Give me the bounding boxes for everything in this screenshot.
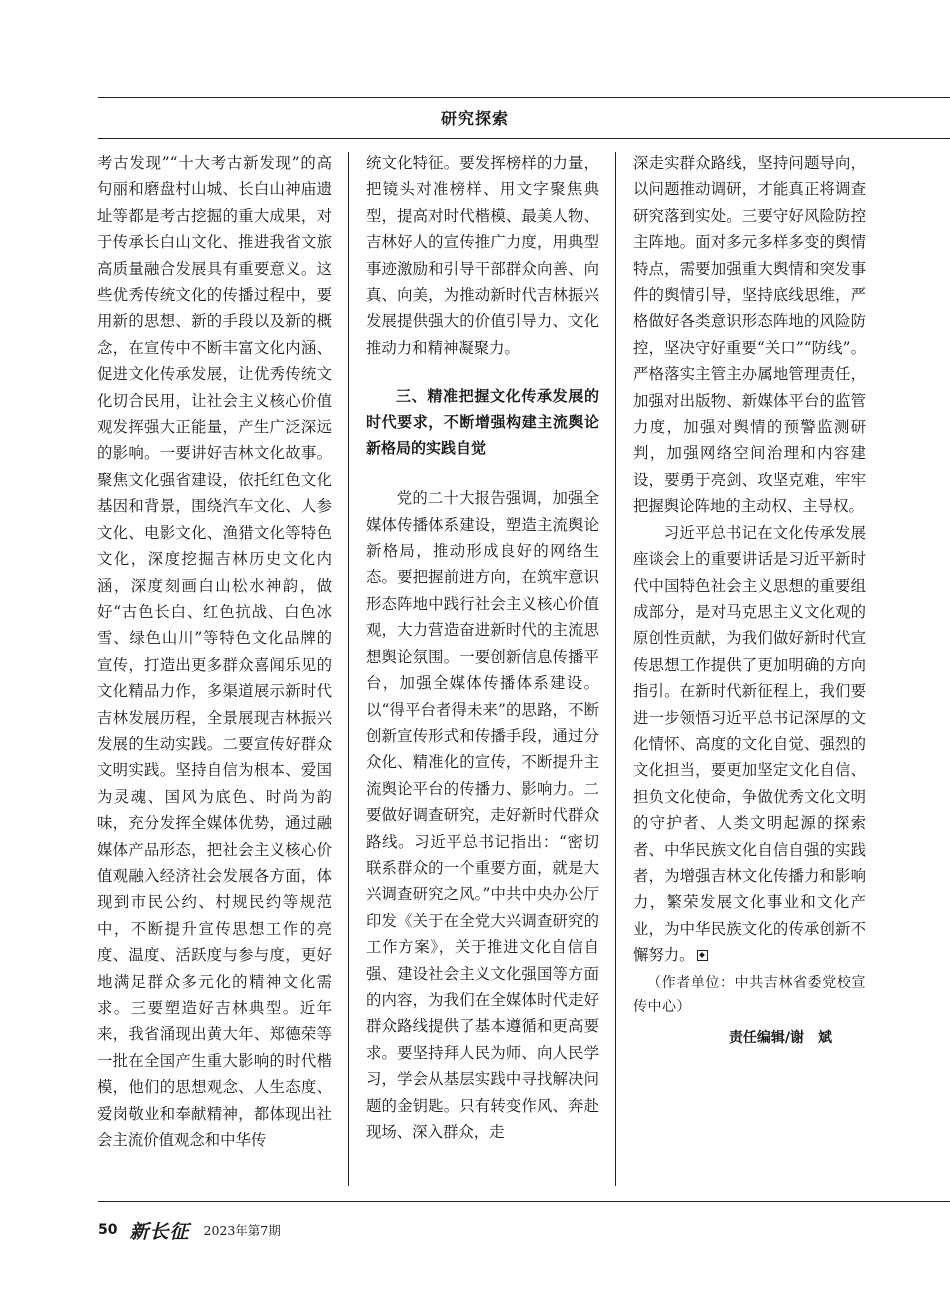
col2-paragraph-2: 党的二十大报告强调，加强全媒体传播体系建设，塑造主流舆论新格局，推动形成良好的网络生态。要把握前进方向，在筑牢意识形态阵地中践行社会主义核心价值观，大力营造奋进新时代的主流思想舆论氛围。一要创新信息传播平台，加强全媒体传播体系建设。以“得平台者得未来”的思路，不断创新宣传形式和传播手段，通过分众化、精准化的宣传，不断提升主流舆论平台的传播力、影响力。二要做好调查研究，走好新时代群众路线。习近平总书记指出：“密切联系群众的一个重要方面，就是大兴调查研究之风。”中共中央办公厅印发《关于在全党大兴调查研究的工作方案》，关于推进文化自信自强、建设社会主义文化强国等方面的内容，为我们在全媒体时代走好群众路线提供了基本遵循和更高要求。要坚持拜人民为师、向人民学习，学会从基层实践中寻找解决问题的金钥匙。只有转变作风、奔赴现场、深入群众，走 [366,489,599,1141]
responsible-editor: 责任编辑/谢 斌 [728,1029,832,1046]
top-rule [98,97,950,98]
column-3 [633,150,866,1190]
col3-paragraph-2 [633,520,866,969]
section-title: 研究探索 [440,109,509,128]
column-1 [97,150,332,1190]
header-rule [98,138,950,139]
col1-paragraph: 考古发现”“十大考古新发现”的高句丽和磨盘村山城、长白山神庙遗址等都是考古挖掘的重大成果，对于传承长白山文化、推进我省文旅高质量融合发展具有重要意义。这些优秀传统文化的传播过程中，要用新的思想、新的手段以及新的概念，在宣传中不断丰富文化内涵、促进文化传承发展，让优秀传统文化切合民用，让社会主义核心价值观发挥强大正能量，产生广泛深远的影响。一要讲好吉林文化故事。聚焦文化强省建设，依托红色文化基因和背景，围绕汽车文化、人参文化、电影文化、渔猎文化等特色文化，深度挖掘吉林历史文化内涵，深度刻画白山松水神韵，做好“古色长白、红色抗战、白色冰雪、绿色山川”等特色文化品牌的宣传，打造出更多群众喜闻乐见的文化精品力作，多渠道展示新时代吉林发展历程，全景展现吉林振兴发展的生动实践。二要宣传好群众文明实践。坚持自信为根本、爱国为灵魂、国风为底色、时尚为韵味，充分发挥全媒体优势，通过融媒体产品形态，把社会主义核心价值观融入经济社会发展各方面，体现到市民公约、村规民约等规范中，不断提升宣传思想工作的亮度、温度、活跃度与参与度，更好地满足群众多元化的精神文化需求。三要塑造好吉林典型。近年来，我省涌现出黄大年、郑德荣等一批在全国产生重大影响的时代楷模，他们的思想观念、人生态度、爱岗敬业和奉献精神，都体现出社会主流价值观念和中华传 [97,154,332,1150]
issue-label: 2023年第7期 [203,1223,281,1238]
col2-paragraph-1: 统文化特征。要发挥榜样的力量，把镜头对准榜样、用文字聚焦典型，提高对时代楷模、最美人物、吉林好人的宣传推广力度，用典型事迹激励和引导干部群众向善、向真、向美，为推动新时代吉林振兴发展提供强大的价值引导力、文化推动力和精神凝聚力。 [366,154,599,357]
col3-paragraph-1: 深走实群众路线，坚持问题导向，以问题推动调研，才能真正将调查研究落到实处。三要守好风险防控主阵地。面对多元多样多变的舆情特点，需要加强重大舆情和突发事件的舆情引导，坚持底线思维，严格做好各类意识形态阵地的风险防控，坚决守好重要“关口”“防线”。严格落实主管主办属地管理责任，加强对出版物、新媒体平台的监管力度，加强对舆情的预警监测研判，加强网络空间治理和内容建设，要勇于亮剑、攻坚克难，牢牢把握舆论阵地的主动权、主导权。 [633,154,866,516]
footer [98,1218,281,1242]
end-mark-icon [697,950,708,961]
column-divider-2 [615,152,616,1186]
magazine-logo: 新长征 [129,1220,190,1243]
page-number: 50 [98,1222,118,1238]
section-heading: 三、精准把握文化传承发展的时代要求，不断增强构建主流舆论新格局的实践自觉 [366,387,599,458]
col3-paragraph-2-text: 习近平总书记在文化传承发展座谈会上的重要讲话是习近平新时代中国特色社会主义思想的重要组成部分，是对马克思主义文化观的原创性贡献，为我们做好新时代宣传思想工作提供了更加明确的方向指引。在新时代新征程上，我们要进一步领悟习近平总书记深厚的文化情怀、高度的文化自觉、强烈的文化担当，要更加坚定文化自信、担负文化使命，争做优秀文化文明的守护者、人类文明起源的探索者、中华民族文化自信自强的实践者，为增强吉林文化传播力和影响力，繁荣发展文化事业和文化产业，为中华民族文化的传承创新不懈努力。 [633,523,866,965]
bottom-rule [98,1201,950,1202]
column-divider-1 [348,152,349,1186]
author-affiliation: （作者单位：中共吉林省委党校宣传中心） [633,974,866,1015]
column-2 [366,150,599,1190]
